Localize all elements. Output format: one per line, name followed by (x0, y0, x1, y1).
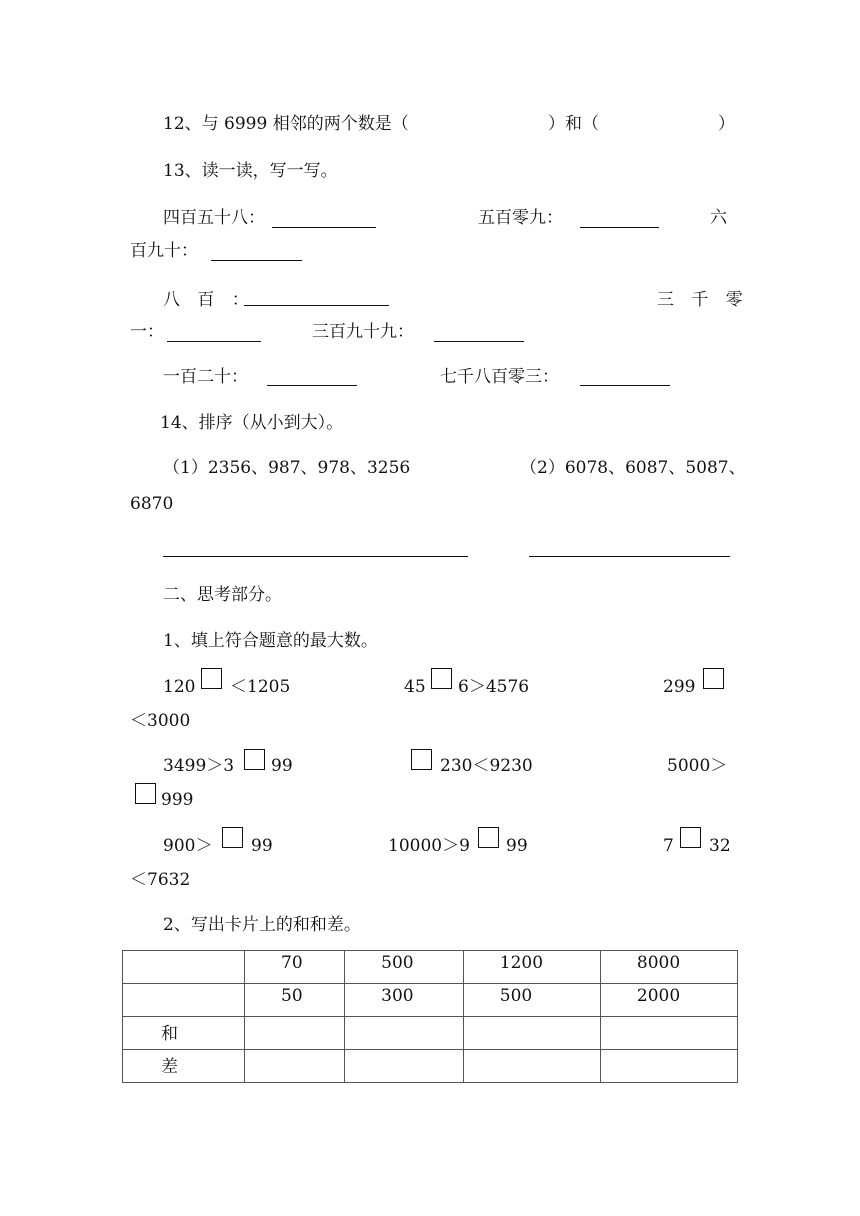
q13-item-9: 一百二十： (163, 367, 248, 387)
q14-part1: （1）2356、987、978、3256 (163, 458, 411, 478)
answer-box[interactable] (135, 783, 156, 804)
q13-blank-8[interactable] (580, 385, 670, 386)
q13-blank-4[interactable] (244, 305, 389, 306)
t1-r1-f: ＜3000 (130, 711, 191, 731)
table-row (123, 984, 738, 1017)
q13-item-1: 四百五十八： (163, 208, 265, 228)
q13-item-4: 百九十： (130, 241, 198, 261)
table-row-diff (123, 1050, 738, 1083)
t1-r1-d: 6＞4576 (458, 677, 530, 697)
table-cell: 300 (345, 984, 464, 1017)
t1-r1-e: 299 (663, 677, 696, 697)
t1-r3-g: ＜7632 (130, 870, 191, 890)
q14-title: 14、排序（从小到大）。 (160, 413, 344, 433)
table-cell: 50 (245, 984, 345, 1017)
t1-r2-b: 99 (271, 756, 293, 776)
q13-blank-1[interactable] (272, 227, 376, 228)
q13-item-8: 三百九十九： (312, 322, 414, 342)
table-cell: 1200 (463, 951, 600, 984)
answer-cell[interactable] (345, 1050, 464, 1083)
q12-mid: ）和（ (548, 114, 599, 134)
cards-table (122, 950, 738, 1083)
q14-answer-line-2[interactable] (529, 556, 730, 557)
q13-blank-3[interactable] (211, 260, 302, 261)
q14-part2: （2）6078、6087、5087、 (520, 458, 746, 478)
t1-r2-a: 3499＞3 (163, 756, 235, 776)
table-cell: 2000 (600, 984, 737, 1017)
table-cell (123, 951, 245, 984)
table-cell: 8000 (600, 951, 737, 984)
answer-cell[interactable] (600, 1017, 737, 1050)
q14-part2-cont: 6870 (130, 494, 174, 514)
answer-cell[interactable] (245, 1050, 345, 1083)
q13-blank-2[interactable] (580, 227, 659, 228)
t1-r3-b: 99 (251, 836, 273, 856)
answer-box[interactable] (411, 749, 432, 770)
answer-box[interactable] (222, 827, 243, 848)
answer-cell[interactable] (245, 1017, 345, 1050)
answer-box[interactable] (431, 668, 452, 689)
table-cell: 500 (463, 984, 600, 1017)
q12-end: ） (718, 114, 735, 134)
t1-r3-d: 99 (506, 836, 528, 856)
table-cell: 500 (345, 951, 464, 984)
answer-box[interactable] (703, 668, 724, 689)
t1-r1-c: 45 (404, 677, 426, 697)
q13-item-3: 六 (710, 208, 727, 228)
t1-r1-b: ＜1205 (230, 677, 291, 697)
t1-r3-c: 10000＞9 (388, 836, 470, 856)
answer-cell[interactable] (600, 1050, 737, 1083)
answer-box[interactable] (680, 827, 701, 848)
q13-blank-6[interactable] (434, 341, 524, 342)
task2-title: 2、写出卡片上的和和差。 (163, 915, 361, 935)
t1-r2-c: 230＜9230 (440, 756, 533, 776)
t1-r3-f: 32 (709, 836, 731, 856)
table-row-sum (123, 1017, 738, 1050)
t1-r3-e: 7 (663, 836, 674, 856)
answer-box[interactable] (244, 749, 265, 770)
table-cell (123, 984, 245, 1017)
table-row (123, 951, 738, 984)
answer-cell[interactable] (463, 1017, 600, 1050)
section2-title: 二、思考部分。 (163, 585, 282, 605)
q13-blank-7[interactable] (267, 385, 357, 386)
t1-r2-e: 999 (161, 790, 194, 810)
table-cell: 70 (245, 951, 345, 984)
answer-box[interactable] (201, 668, 222, 689)
q13-item-6: 三 千 零 (657, 290, 749, 310)
task1-title: 1、填上符合题意的最大数。 (163, 631, 378, 651)
diff-label: 差 (123, 1050, 245, 1083)
sum-label: 和 (123, 1017, 245, 1050)
q13-blank-5[interactable] (167, 341, 261, 342)
t1-r3-a: 900＞ (163, 836, 213, 856)
t1-r1-a: 120 (163, 677, 196, 697)
answer-cell[interactable] (463, 1050, 600, 1083)
q12-text: 12、与 6999 相邻的两个数是（ (163, 114, 409, 134)
q13-item-2: 五百零九： (478, 208, 563, 228)
q14-answer-line-1[interactable] (163, 556, 468, 557)
answer-box[interactable] (478, 827, 499, 848)
q13-item-5: 八 百 ： (163, 290, 255, 310)
q13-item-7: 一： (130, 322, 164, 342)
q13-item-10: 七千八百零三： (440, 367, 559, 387)
answer-cell[interactable] (345, 1017, 464, 1050)
t1-r2-d: 5000＞ (667, 756, 728, 776)
q13-title: 13、读一读，写一写。 (163, 161, 338, 181)
